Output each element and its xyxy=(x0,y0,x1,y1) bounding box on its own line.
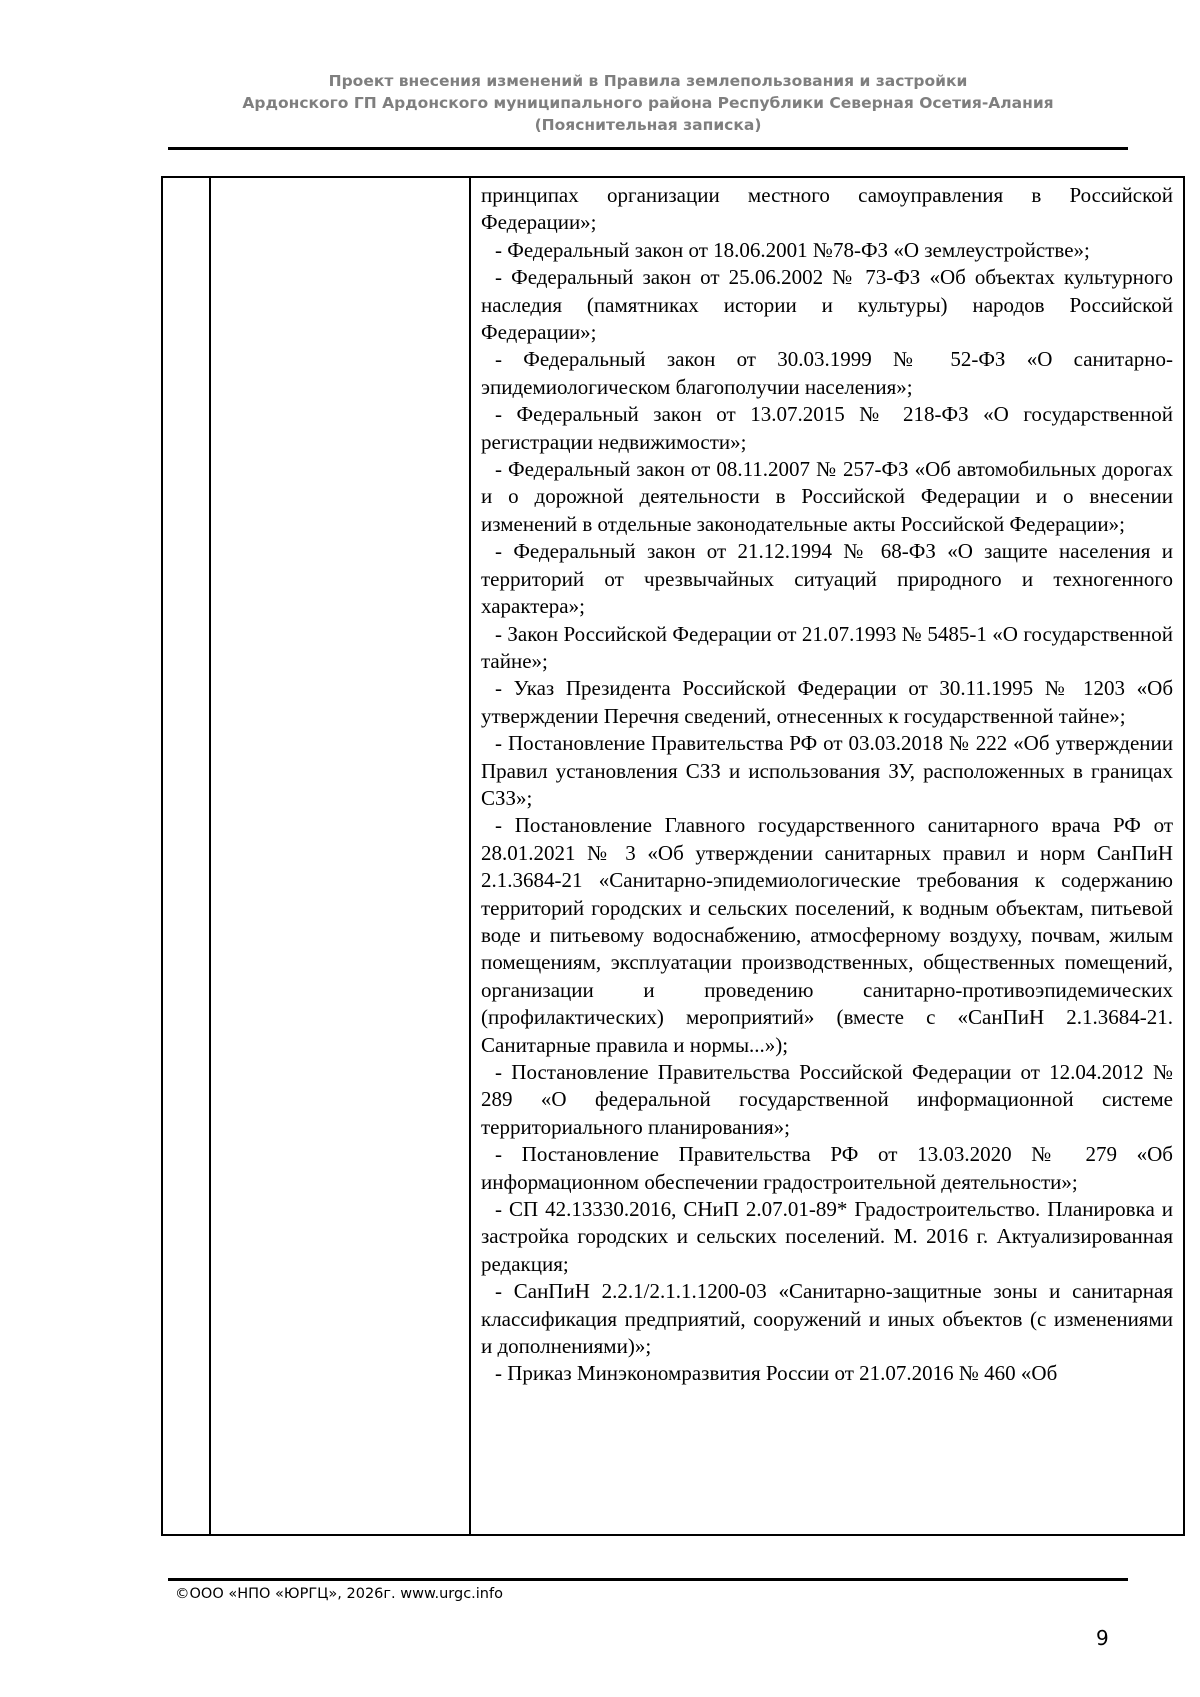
table-cell-number xyxy=(162,177,210,1535)
list-item: - Федеральный закон от 13.07.2015 № 218-ФЗ «О государственной регистрации недвижимости»; xyxy=(481,402,1173,454)
list-item: - Постановление Главного государственного санитарного врача РФ от 28.01.2021 № 3 «Об утверждении санитарных правил и норм СанПиН 2.1.3684-21 «Санитарно-эпидемиологические требования к содержанию территорий городских и сельских поселений, к водным объектам, питьевой воде и питьевому водоснабжению, атмосферному воздуху, почвам, жилым помещениям, эксплуатации производственных, общественных помещений, организации и проведению санитарно-противоэпидемических (профилактических) мероприятий» (вместе с «СанПиН 2.1.3684-21. Санитарные правила и нормы...»); xyxy=(481,813,1173,1057)
list-item: - Федеральный закон от 21.12.1994 № 68-ФЗ «О защите населения и территорий от чрезвычайных ситуаций природного и техногенного характера»; xyxy=(481,539,1173,619)
list-item: - Федеральный закон от 08.11.2007 № 257-ФЗ «Об автомобильных дорогах и о дорожной деятельности в Российской Федерации и о внесении изменений в отдельные законодательные акты Российской Федерации»; xyxy=(481,457,1173,536)
page-number: 9 xyxy=(1096,1626,1109,1650)
footer-copyright: ©ООО «НПО «ЮРГЦ», 2026г. www.urgc.info xyxy=(175,1586,503,1602)
footer-divider xyxy=(168,1578,1128,1581)
header-title-line3: (Пояснительная записка) xyxy=(534,116,762,134)
page-header xyxy=(168,70,1128,136)
document-table xyxy=(161,176,1185,1536)
list-item: - Федеральный закон от 18.06.2001 №78-ФЗ «О землеустройстве»; xyxy=(495,237,1090,262)
table-cell-content xyxy=(470,177,1184,1535)
list-item: - Указ Президента Российской Федерации от 30.11.1995 № 1203 «Об утверждении Перечня сведений, отнесенных к государственной тайне»; xyxy=(481,676,1173,728)
header-title-line2: Ардонского ГП Ардонского муниципального района Республики Северная Осетия-Алания xyxy=(242,94,1054,112)
table-row xyxy=(162,177,1184,1535)
header-title-line1: Проект внесения изменений в Правила землепользования и застройки xyxy=(328,72,968,90)
list-item: - СанПиН 2.2.1/2.1.1.1200-03 «Санитарно-защитные зоны и санитарная классификация предприятий, сооружений и иных объектов (с изменениями и дополнениями)»; xyxy=(481,1279,1173,1359)
list-item: - Постановление Правительства РФ от 03.03.2018 № 222 «Об утверждении Правил установления СЗЗ и использования ЗУ, расположенных в границах СЗЗ»; xyxy=(481,731,1173,810)
list-item: - СП 42.13330.2016, СНиП 2.07.01-89* Градостроительство. Планировка и застройка городских и сельских поселений. М. 2016 г. Актуализированная редакция; xyxy=(481,1197,1173,1276)
table-cell-title xyxy=(210,177,470,1535)
list-item: - Федеральный закон от 25.06.2002 № 73-ФЗ «Об объектах культурного наследия (памятниках истории и культуры) народов Российской Федерации»; xyxy=(481,265,1173,345)
normative-acts-list xyxy=(471,178,1183,1388)
list-item: - Приказ Минэкономразвития России от 21.07.2016 № 460 «Об xyxy=(495,1361,1058,1386)
list-item: - Федеральный закон от 30.03.1999 № 52-ФЗ «О санитарно-эпидемиологическом благополучии населения»; xyxy=(481,347,1173,399)
list-item: принципах организации местного самоуправления в Российской Федерации»; xyxy=(481,183,1173,235)
list-item: - Постановление Правительства РФ от 13.03.2020 № 279 «Об информационном обеспечении градостроительной деятельности»; xyxy=(481,1142,1173,1194)
list-item: - Постановление Правительства Российской Федерации от 12.04.2012 № 289 «О федеральной государственной информационной системе территориального планирования»; xyxy=(481,1060,1173,1139)
list-item: - Закон Российской Федерации от 21.07.1993 № 5485-1 «О государственной тайне»; xyxy=(481,621,1173,673)
header-divider xyxy=(168,147,1128,150)
